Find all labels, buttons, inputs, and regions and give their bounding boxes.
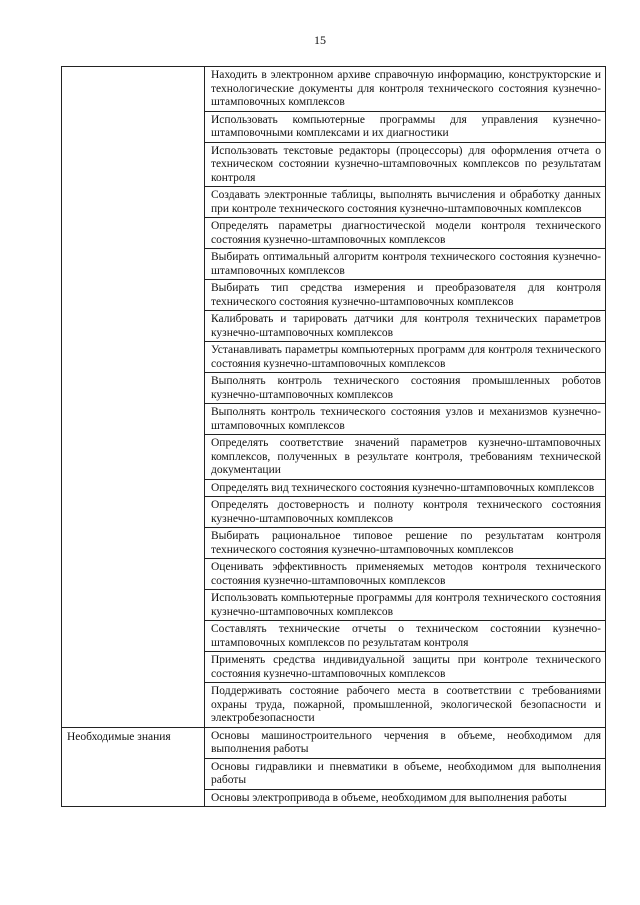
knowledge-item: Основы гидравлики и пневматики в объеме, необходимом для выполнения работы <box>205 759 605 790</box>
skill-item: Выполнять контроль технического состояния узлов и механизмов кузнечно-штамповочных комплексов <box>205 404 605 435</box>
skill-item: Использовать компьютерные программы для управления кузнечно-штамповочными комплексами и их диагностики <box>205 112 605 143</box>
skill-item: Выбирать оптимальный алгоритм контроля технического состояния кузнечно-штамповочных комплексов <box>205 249 605 280</box>
knowledge-row <box>62 727 606 807</box>
skill-item: Оценивать эффективность применяемых методов контроля технического состояния кузнечно-штамповочных комплексов <box>205 559 605 590</box>
skill-item: Выполнять контроль технического состояния промышленных роботов кузнечно-штамповочных комплексов <box>205 373 605 404</box>
knowledge-item: Основы электропривода в объеме, необходимом для выполнения работы <box>211 791 567 804</box>
skill-item: Составлять технические отчеты о техническом состоянии кузнечно-штамповочных комплексов по результатам контроля <box>205 621 605 652</box>
skill-item: Применять средства индивидуальной защиты при контроле технического состояния кузнечно-штамповочных комплексов <box>205 652 605 683</box>
skill-item: Использовать текстовые редакторы (процессоры) для оформления отчета о техническом состоянии кузнечно-штамповочных комплексов по результатам контроля <box>205 143 605 188</box>
skill-item: Находить в электронном архиве справочную информацию, конструкторские и технологические документы для контроля технического состояния кузнечно-штамповочных комплексов <box>205 67 605 112</box>
skill-item: Определять параметры диагностической модели контроля технического состояния кузнечно-штамповочных комплексов <box>205 218 605 249</box>
skill-item: Определять соответствие значений параметров кузнечно-штамповочных комплексов, полученных в результате контроля, требованиям технической документации <box>205 435 605 480</box>
skill-item: Поддерживать состояние рабочего места в соответствии с требованиями охраны труда, пожарной, промышленной, экологической безопасности и электробезопасности <box>211 685 601 724</box>
skills-label <box>62 67 204 71</box>
skill-item: Устанавливать параметры компьютерных программ для контроля технического состояния кузнечно-штамповочных комплексов <box>205 342 605 373</box>
skills-row <box>62 67 606 728</box>
knowledge-label-cell <box>62 727 205 807</box>
knowledge-list-cell <box>205 727 606 807</box>
skill-item: Выбирать тип средства измерения и преобразователя для контроля технического состояния кузнечно-штамповочных комплексов <box>205 280 605 311</box>
skills-label-cell <box>62 67 205 728</box>
skill-item: Калибровать и тарировать датчики для контроля технических параметров кузнечно-штамповочных комплексов <box>205 311 605 342</box>
skill-item: Определять достоверность и полноту контроля технического состояния кузнечно-штамповочных комплексов <box>205 497 605 528</box>
knowledge-label: Необходимые знания <box>67 730 171 743</box>
skill-item: Выбирать рациональное типовое решение по результатам контроля технического состояния кузнечно-штамповочных комплексов <box>205 528 605 559</box>
skill-item: Создавать электронные таблицы, выполнять вычисления и обработку данных при контроле технического состояния кузнечно-штамповочных комплексов <box>205 187 605 218</box>
skill-item: Определять вид технического состояния кузнечно-штамповочных комплексов <box>205 480 605 498</box>
requirements-table <box>61 66 606 807</box>
skills-list-cell <box>205 67 606 728</box>
skill-item: Использовать компьютерные программы для контроля технического состояния кузнечно-штамповочных комплексов <box>205 590 605 621</box>
page-number: 15 <box>314 33 326 47</box>
knowledge-item: Основы машиностроительного черчения в объеме, необходимом для выполнения работы <box>205 728 605 759</box>
